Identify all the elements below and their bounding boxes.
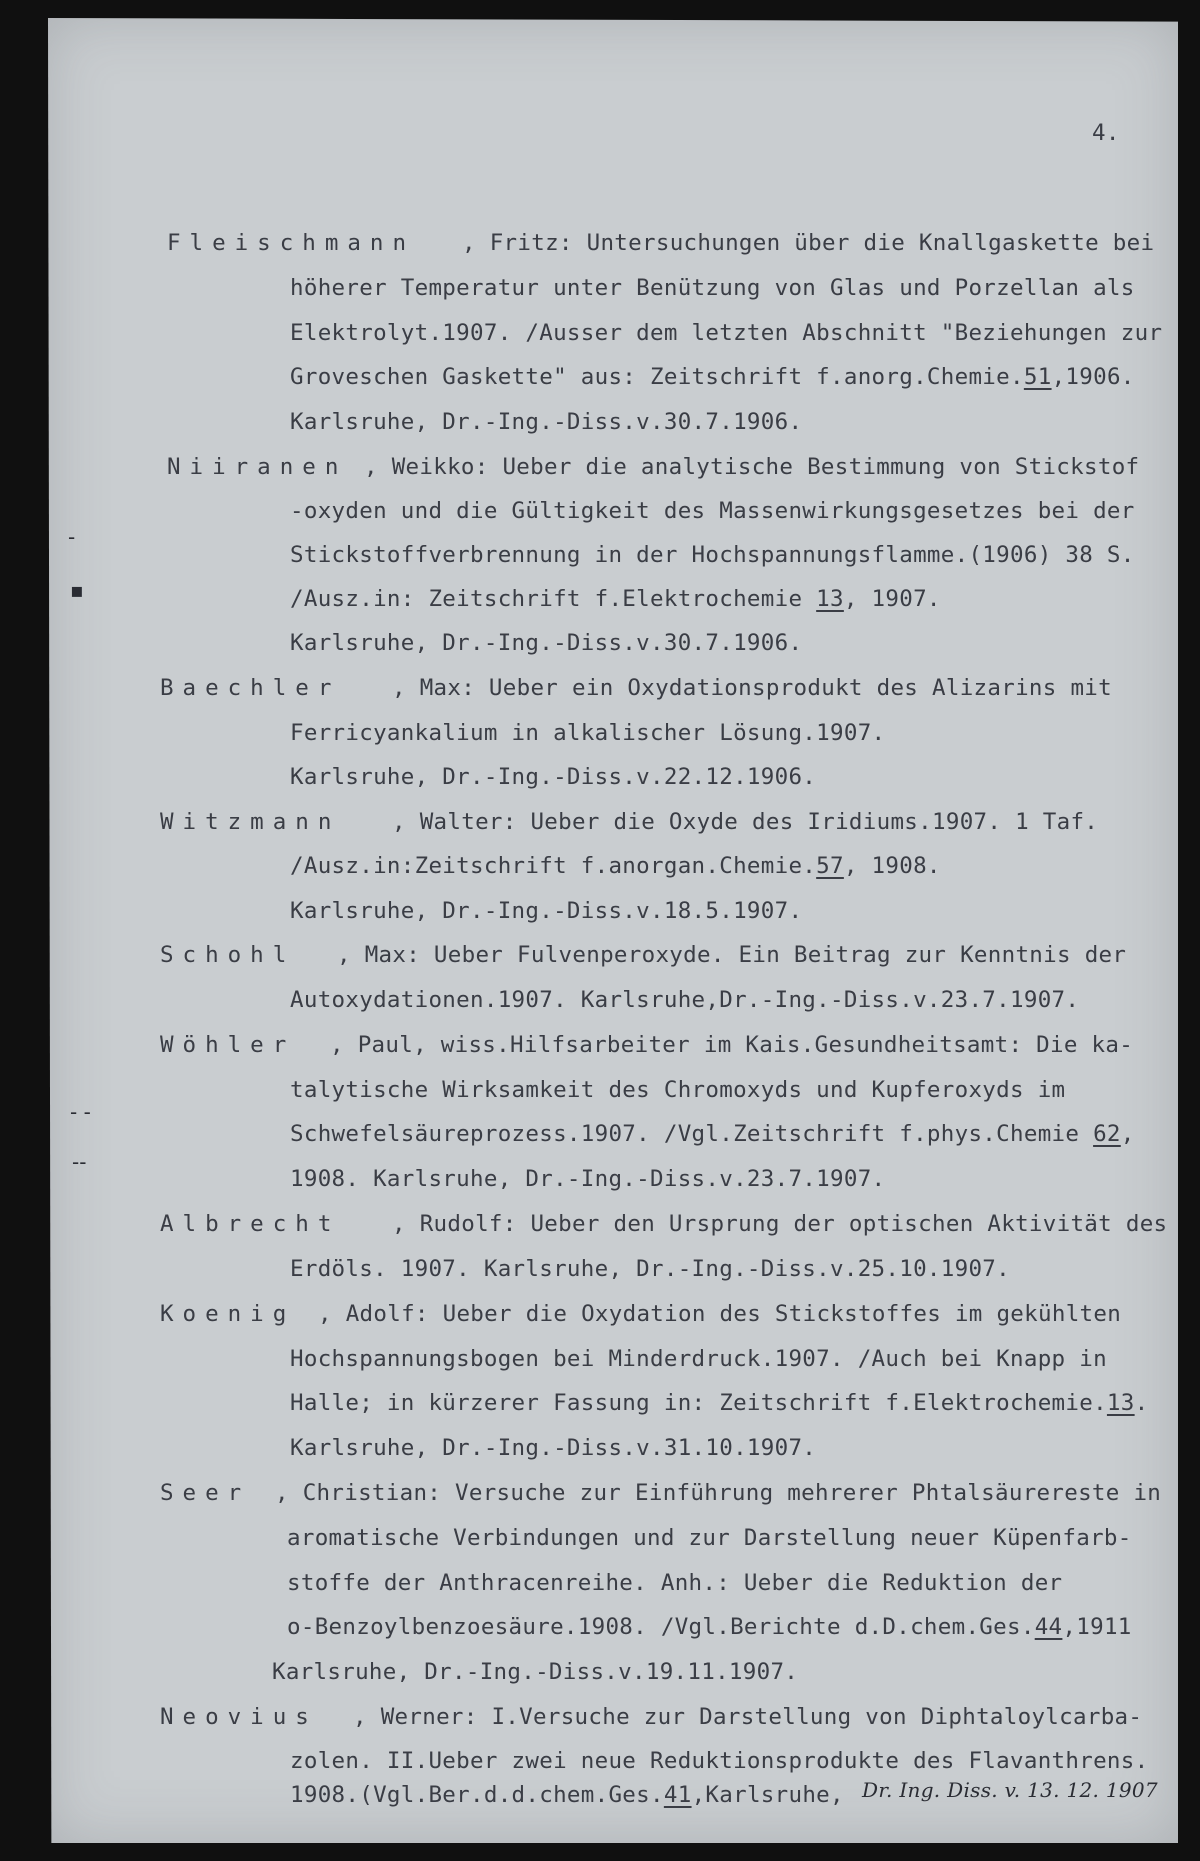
page-number: 4. [1092,120,1120,146]
entry-line: talytische Wirksamkeit des Chromoxyds und Kupferoxyds im [290,1077,1066,1103]
handwritten-note: Dr. Ing. Diss. v. 13. 12. 1907 [862,1778,1158,1802]
entry-name: Albrecht [160,1211,341,1237]
entry-name: Fleischmann [167,230,416,256]
entry-line: , Christian: Versuche zur Einführung mehrerer Phtalsäurereste in [275,1480,1162,1506]
margin-tick-mark: ▪ [70,578,84,602]
entry-line: Erdöls. 1907. Karlsruhe, Dr.-Ing.-Diss.v.25.10.1907. [290,1256,1010,1282]
entry-line: Autoxydationen.1907. Karlsruhe,Dr.-Ing.-Diss.v.23.7.1907. [290,987,1080,1013]
entry-line: , Weikko: Ueber die analytische Bestimmung von Stickstof [364,454,1140,480]
volume-number: 51 [1023,364,1052,390]
entry-line: /Ausz.in:Zeitschrift f.anorgan.Chemie.57, 1908. [290,853,941,879]
entry-line: /Ausz.in: Zeitschrift f.Elektrochemie 13, 1907. [290,586,941,612]
entry-name: Baechler [160,675,341,701]
entry-line: , Max: Ueber ein Oxydationsprodukt des Alizarins mit [392,675,1112,701]
entry-line: stoffe der Anthracenreihe. Anh.: Ueber die Reduktion der [287,1570,1063,1596]
entry-line: 1908. Karlsruhe, Dr.-Ing.-Diss.v.23.7.1907. [290,1166,886,1192]
volume-number: 62 [1093,1121,1121,1147]
entry-name: Niiranen [167,454,348,480]
entry-line: Halle; in kürzerer Fassung in: Zeitschrift f.Elektrochemie.13. [290,1390,1149,1416]
entry-line: Hochspannungsbogen bei Minderdruck.1907. /Auch bei Knapp in [290,1346,1107,1372]
entry-line: -oxyden und die Gültigkeit des Massenwirkungsgesetzes bei der [290,498,1135,524]
entry-name: Witzmann [160,809,341,835]
entry-line: aromatische Verbindungen und zur Darstellung neuer Küpenfarb- [287,1525,1132,1551]
margin-tick-mark: - - [70,1100,91,1124]
entry-line: , Max: Ueber Fulvenperoxyde. Ein Beitrag zur Kenntnis der [337,942,1127,968]
entry-line: Karlsruhe, Dr.-Ing.-Diss.v.22.12.1906. [290,764,817,790]
volume-number: 57 [816,853,844,879]
volume-number: 44 [1034,1614,1063,1640]
entry-line: , Paul, wiss.Hilfsarbeiter im Kais.Gesundheitsamt: Die ka- [330,1032,1134,1058]
entry-line: , Fritz: Untersuchungen über die Knallgaskette bei [462,230,1155,256]
margin-tick-mark: ‑ [68,525,76,549]
entry-line: Stickstoffverbrennung in der Hochspannungsflamme.(1906) 38 S. [290,542,1135,568]
margin-tick-mark: -- [72,1150,87,1174]
entry-line: , Werner: I.Versuche zur Darstellung von Diphtaloylcarba- [353,1704,1143,1730]
entry-line: Groveschen Gaskette" aus: Zeitschrift f.anorg.Chemie.51,1906. [290,364,1135,390]
entry-line: Karlsruhe, Dr.-Ing.-Diss.v.31.10.1907. [290,1435,817,1461]
entry-line: zolen. II.Ueber zwei neue Reduktionsprodukte des Flavanthrens. [290,1748,1149,1774]
entry-line: Ferricyankalium in alkalischer Lösung.1907. [290,720,886,746]
entry-line: Elektrolyt.1907. /Ausser dem letzten Abschnitt "Beziehungen zur [290,320,1163,346]
entry-name: Seer [160,1480,251,1506]
entry-line: höherer Temperatur unter Benützung von Glas und Porzellan als [290,275,1135,301]
entry-line: Karlsruhe, Dr.-Ing.-Diss.v.19.11.1907. [272,1659,799,1685]
volume-number: 13 [1106,1390,1135,1416]
volume-number: 41 [663,1782,692,1808]
entry-line: , Adolf: Ueber die Oxydation des Stickstoffes im gekühlten [318,1301,1122,1327]
entry-name: Schohl [160,942,296,968]
entry-line: , Rudolf: Ueber den Ursprung der optischen Aktivität des [392,1211,1168,1237]
entry-line: o-Benzoylbenzoesäure.1908. /Vgl.Berichte d.D.chem.Ges.44,1911 [287,1614,1132,1640]
entry-line: Karlsruhe, Dr.-Ing.-Diss.v.30.7.1906. [290,409,803,435]
entry-name: Koenig [160,1301,296,1327]
entry-line: 1908.(Vgl.Ber.d.d.chem.Ges.41,Karlsruhe, [290,1782,844,1808]
entry-name: Neovius [160,1704,318,1730]
volume-number: 13 [816,586,844,612]
entry-line: Schwefelsäureprozess.1907. /Vgl.Zeitschrift f.phys.Chemie 62, [290,1121,1135,1147]
entry-line: , Walter: Ueber die Oxyde des Iridiums.1907. 1 Taf. [392,809,1099,835]
entry-line: Karlsruhe, Dr.-Ing.-Diss.v.30.7.1906. [290,630,803,656]
entry-name: Wöhler [160,1032,296,1058]
entry-line: Karlsruhe, Dr.-Ing.-Diss.v.18.5.1907. [290,898,803,924]
